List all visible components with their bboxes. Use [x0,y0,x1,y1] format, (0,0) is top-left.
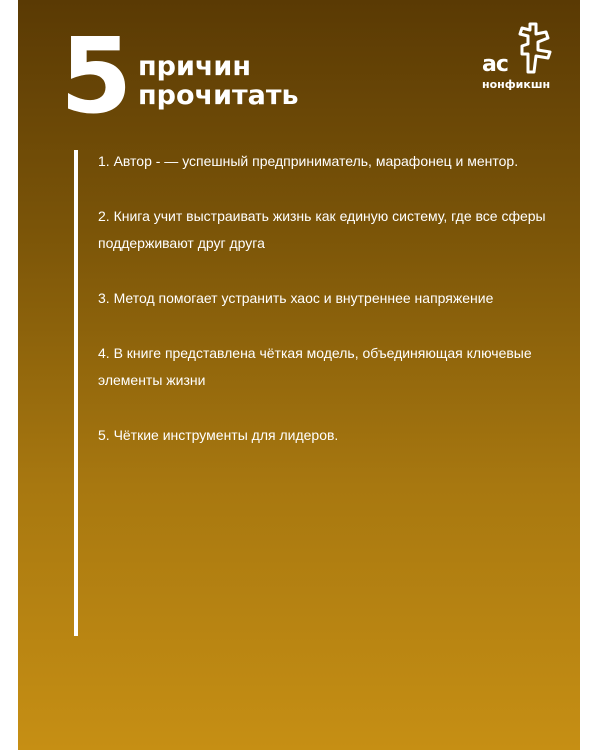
list-item: 1. Автор - — успешный предприниматель, марафонец и ментор. [98,153,519,169]
headline-line-1: причин [138,51,252,82]
logo-text-bottom: нонфикшн [482,78,551,91]
headline-line-2: прочитать [138,80,299,111]
promo-card [18,0,580,750]
list-item: 2. Книга учит выстраивать жизнь как единую систему, где все сферы поддерживают друг друга [98,208,546,251]
headline [138,52,299,110]
logo-text-top: ас [482,52,508,77]
list-item: 4. В книге представлена чёткая модель, объединяющая ключевые элементы жизни [98,345,532,388]
reasons-list [98,148,548,477]
big-number: 5 [60,15,131,137]
publisher-logo [478,20,558,100]
list-item: 3. Метод помогает устранить хаос и внутреннее напряжение [98,290,494,306]
list-item: 5. Чёткие инструменты для лидеров. [98,427,339,443]
vertical-divider [74,150,78,636]
